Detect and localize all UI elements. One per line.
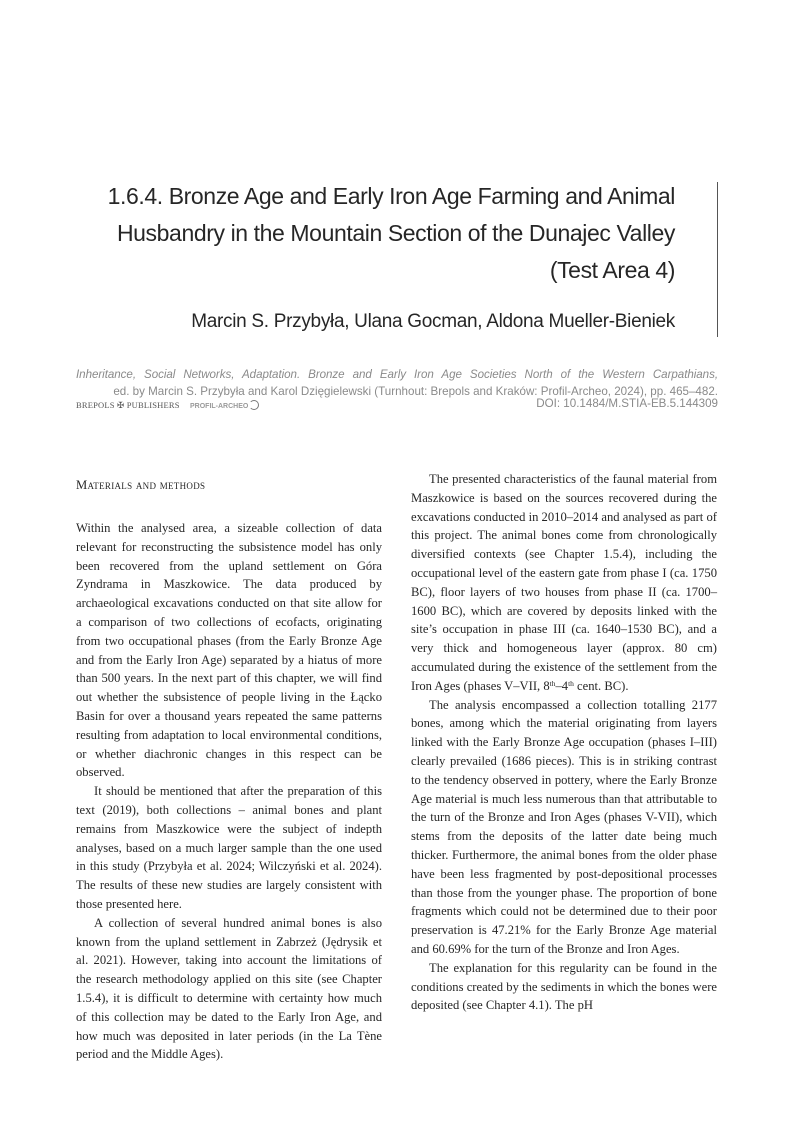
profil-archeo-icon	[249, 400, 259, 410]
citation-editors: ed. by Marcin S. Przybyła and Karol Dzięgielewski (Turnhout: Brepols and Kraków: Profil-Archeo, 2024), pp. 465–482.	[113, 385, 718, 398]
author-list: Marcin S. Przybyła, Ulana Gocman, Aldona Mueller-Bieniek	[191, 311, 675, 332]
right-column	[411, 470, 717, 1015]
citation-block	[76, 366, 718, 400]
profil-archeo-logo	[190, 400, 259, 410]
paragraph: The explanation for this regularity can be found in the conditions created by the sediments in which the bones were deposited (see Chapter 4.1). The pH	[411, 960, 717, 1013]
citation-book-title: Inheritance, Social Networks, Adaptation. Bronze and Early Iron Age Societies North of the Western Carpathians,	[76, 368, 718, 381]
paragraph: It should be mentioned that after the preparation of this text (2019), both collections – animal bones and plant remains from Maszkowice were the subject of indepth analyses, based on a much larger sample than the one used in this study (Przybyła et al. 2024; Wilczyński et al. 2024). The results of these new studies are largely consistent with those presented here.	[76, 784, 382, 911]
left-column	[76, 470, 382, 1064]
title-rule	[717, 182, 718, 337]
title-line-3: (Test Area 4)	[549, 257, 675, 283]
section-heading: Materials and methods	[76, 478, 206, 492]
title-line-1: 1.6.4. Bronze Age and Early Iron Age Farming and Animal	[107, 183, 675, 209]
paragraph: The analysis encompassed a collection totalling 2177 bones, among which the material originating from layers linked with the Early Bronze Age occupation (phases I–III) clearly prevailed (1686 pieces). This is in striking contrast to the tendency observed in pottery, where the Early Bronze Age material is much less numerous than that attributable to the turn of the Bronze and Iron Ages (phases V-VII), which stems from the deposits of the latter date being much thicker. Furthermore, the animal bones from the older phase have been less fragmented by post-depositional processes than those from the younger phase. The proportion of bone fragments which could not be determined due to their poor preservation is 47.21% for the Early Bronze Age material and 60.69% for the turn of the Bronze and Iron Ages.	[411, 697, 717, 956]
paragraph: A collection of several hundred animal bones is also known from the upland settlement in Zabrzeż (Jędrysik et al. 2021). However, taking into account the limitations of the research methodology applied on this site (see Chapter 1.5.4), it is difficult to determine with certainty how much of this collection may be dated to the Early Iron Age, and how much was deposited in later periods (in the La Tène period and the Middle Ages).	[76, 915, 382, 1062]
profil-archeo-label: PROFIL-ARCHEO	[190, 403, 249, 410]
doi-link[interactable]: DOI: 10.1484/M.STIA-EB.5.144309	[536, 397, 718, 410]
brepols-logo: BREPOLS ✠ PUBLISHERS	[76, 400, 180, 410]
chapter-title	[70, 178, 675, 289]
publisher-bar	[76, 397, 718, 415]
paragraph: Within the analysed area, a sizeable collection of data relevant for reconstructing the subsistence model has only been recovered from the upland settlement on Góra Zyndrama in Maszkowice. The data produced by archaeological excavations conducted on that site allow for a comparison of two collections of ecofacts, originating from two occupational phases (from the Early Bronze Age and from the Early Iron Age) separated by a hiatus of more than 500 years. In the next part of this chapter, we will find out whether the subsistence of people living in the Łącko Basin for over a thousand years repeated the same patterns resulting from adaptation to local environmental conditions, or whether diachronic changes in this respect can be observed.	[76, 521, 382, 780]
paragraph: The presented characteristics of the faunal material from Maszkowice is based on the sources recovered during the excavations conducted in 2010–2014 and analysed as part of this project. The animal bones come from chronologically diversified contexts (see Chapter 1.5.4), including the occupational level of the eastern gate from phase I (ca. 1750 BC), floor layers of two houses from phase II (ca. 1700–1600 BC), which are covered by deposits linked with the site’s occupation in phase III (ca. 1640–1530 BC), and a very thick and homogeneous layer (approx. 80 cm) accumulated during the existence of the settlement from the Iron Ages (phases V–VII, 8th–4th cent. BC).	[411, 472, 717, 693]
title-line-2: Husbandry in the Mountain Section of the Dunajec Valley	[116, 220, 675, 246]
